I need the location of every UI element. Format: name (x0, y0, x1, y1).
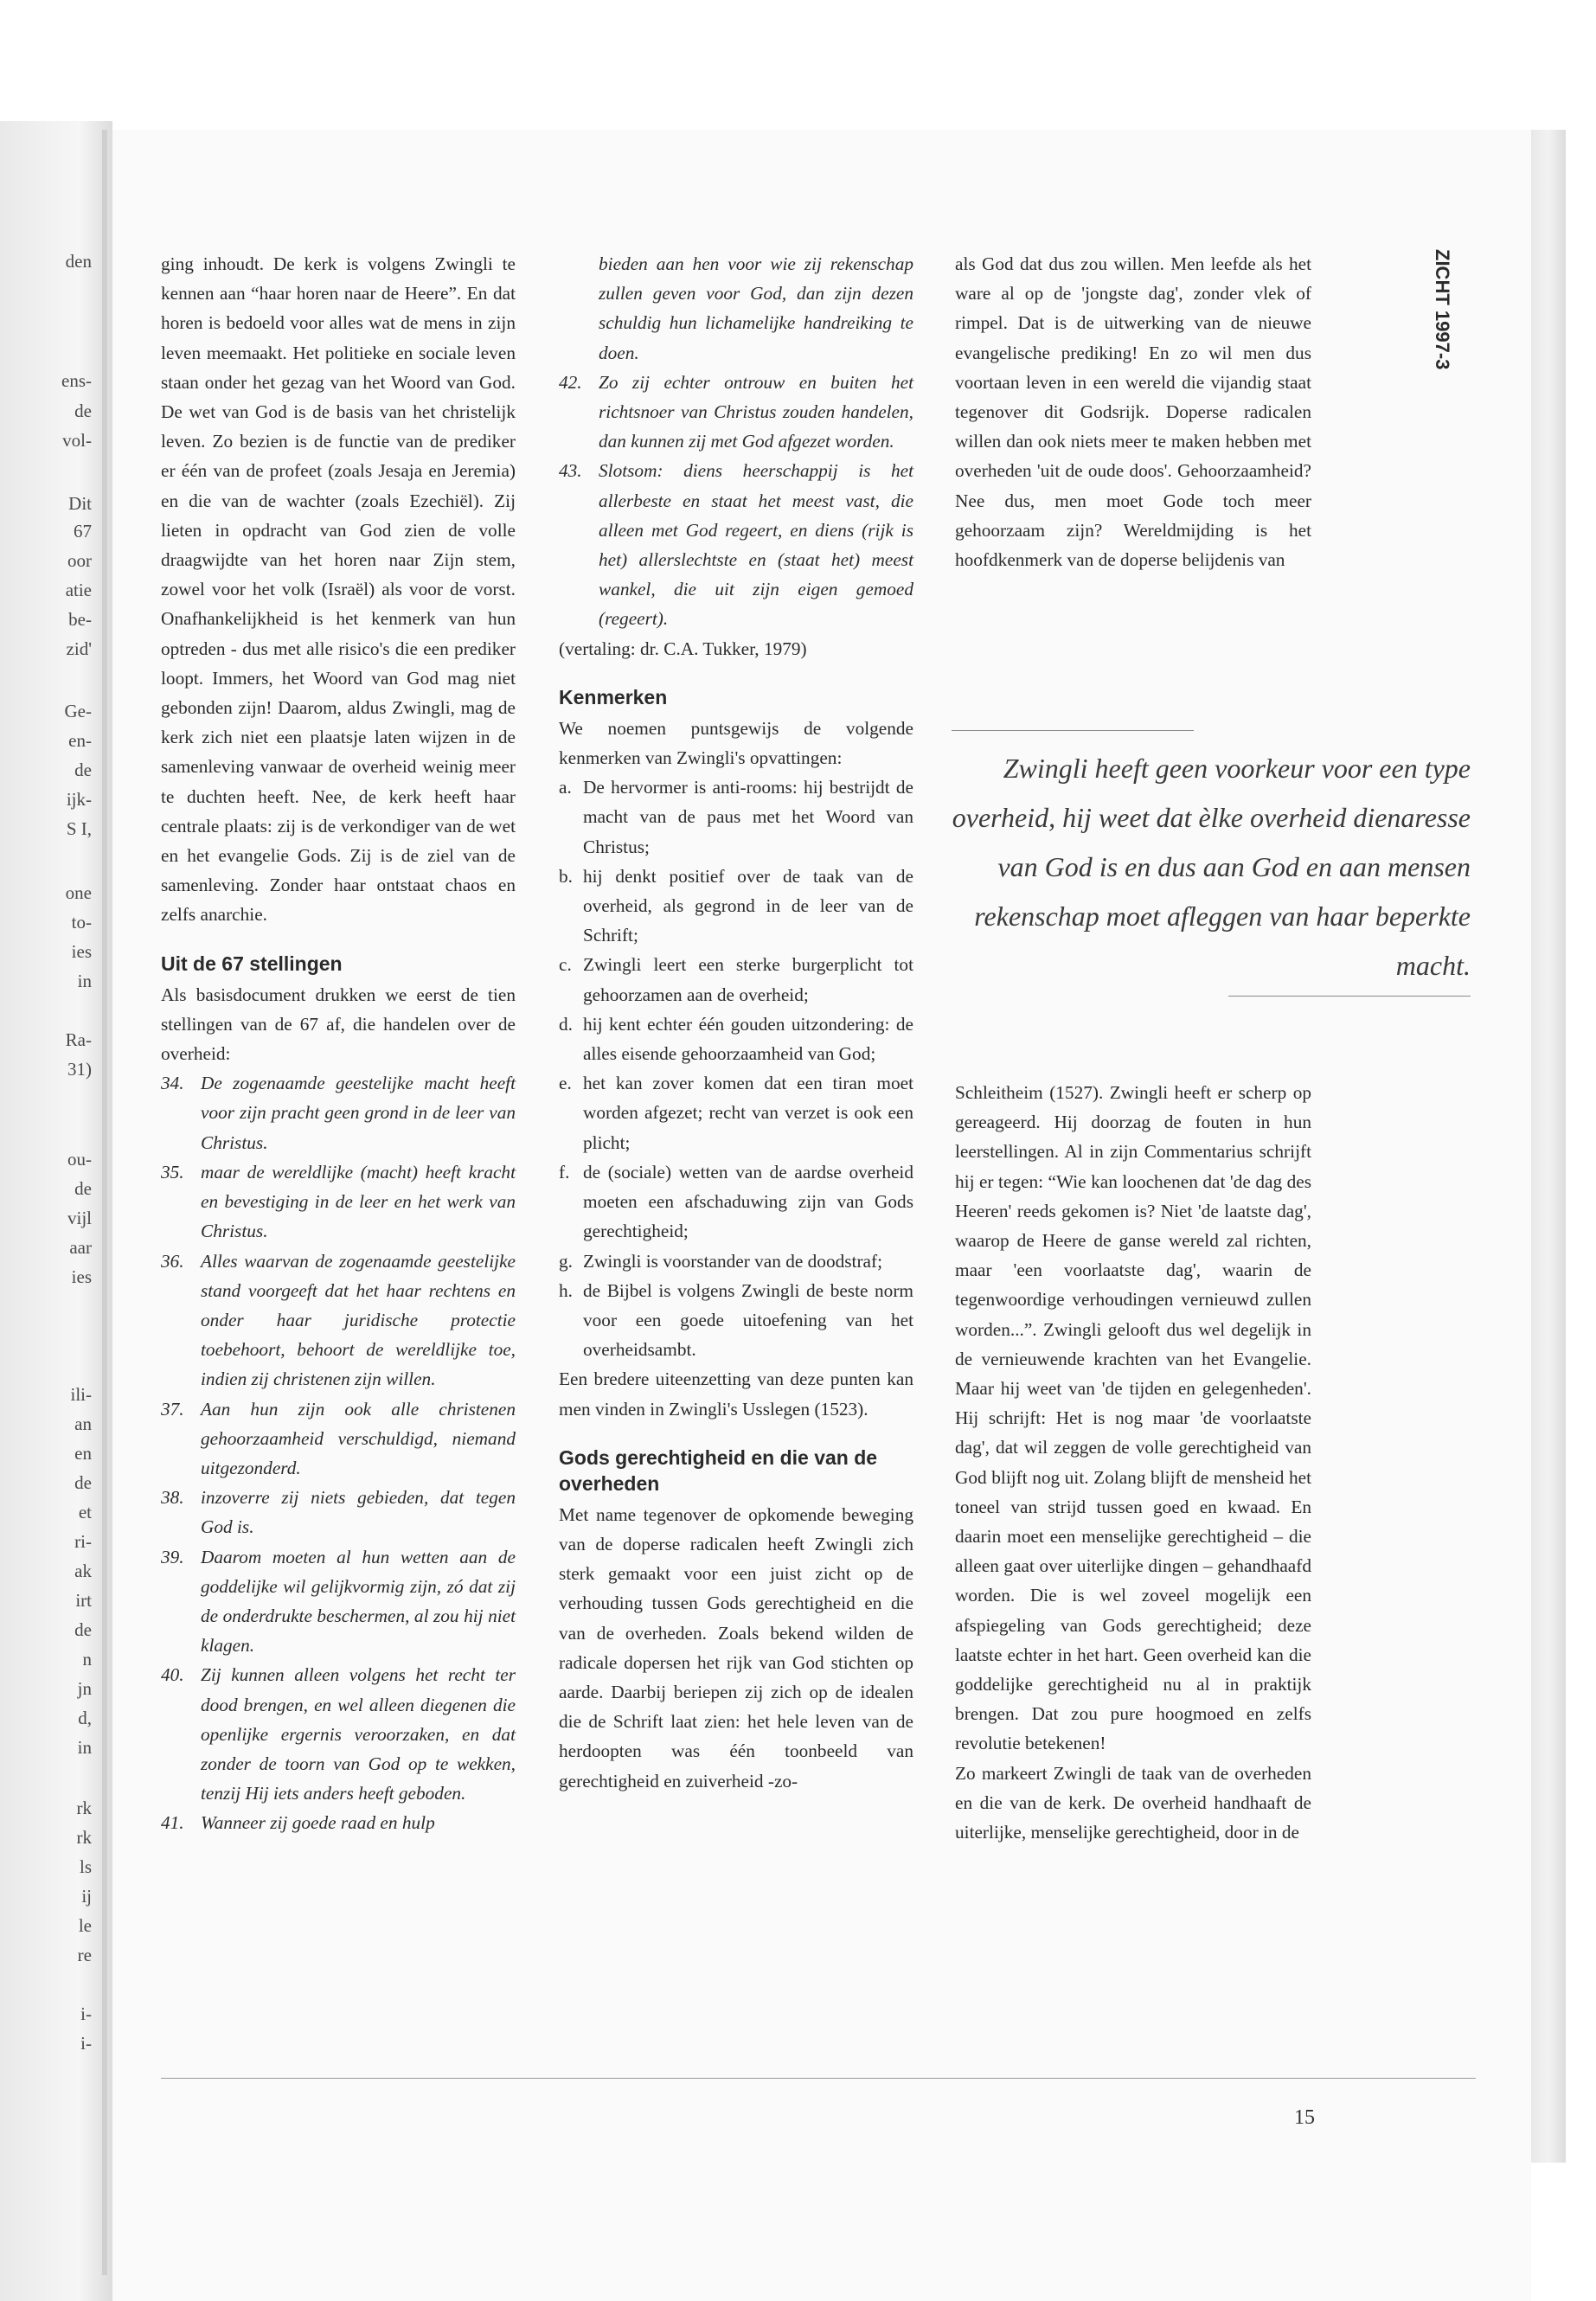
column3-bottom-paragraph: Schleitheim (1527). Zwingli heeft er scherp op gereageerd. Hij doorzag de fouten in hun leerstellingen. Al in zijn Commentarius schrijft hij er tegen: “Wie kan loochenen dat 'de dag des Heeren' reeds gekomen is? Niet 'de laatste dag', waarop de Heere de ganse wereld zal richten, maar 'een voorlaatste dag', waarin de tegenwoordige verhoudingen vernieuwd zullen worden...”. Zwingli gelooft dus wel degelijk in de vernieuwende krachten van het Evangelie. Maar hij weet van 'de tijden en gelegenheden'. Hij schrijft: Het is nog maar 'de voorlaatste dag', dat wil zeggen de volle gerechtigheid van God blijft nog uit. Zolang blijft de mensheid het toneel van strijd tussen goed en kwaad. En daarin moet een menselijke gerechtigheid – die alleen gaat over uiterlijke dingen – gehandhaafd worden. Die is wel zoveel mogelijk een afspiegeling van Gods gerechtigheid; deze laatste echter in het hart. Geen overheid kan die goddelijke gerechtigheid nu al in praktijk brengen. Dat zou pure hoogmoed en zelfs revolutie betekenen! (955, 1082, 1311, 1754)
journal-label: ZICHT 1997-3 (1432, 249, 1453, 370)
kenmerk-item (559, 1276, 913, 1365)
after-list-paragraph: Een bredere uiteenzetting van deze punten kan men vinden in Zwingli's Usslegen (1523). (559, 1368, 913, 1420)
kenmerk-text: hij kent echter één gouden uitzondering: de alles eisende gehoorzaamheid van God; (583, 1013, 913, 1065)
pullquote-rule-bottom (1228, 996, 1471, 997)
intro-paragraph: ging inhoudt. De kerk is volgens Zwingli te kennen aan “haar horen naar de Heere”. En dat horen is bedoeld voor alles wat de mens in zijn leven meemaakt. Het politieke en sociale leven staan onder het gezag van het Woord van God. De wet van God is de basis van het christelijk leven. Zo bezien is de functie van de prediker er één van de profeet (zoals Jesaja en Jeremia) en die van de wachter (zoals Ezechiël). Zij lieten in opdracht van God zien de volle draagwijdte van het horen naar Zijn stem, zowel voor het volk (Israël) als voor de vorst. Onafhankelijkheid is het kenmerk van hun optreden - dus met alle risico's die een prediker loopt. Immers, het Woord van God mag niet gebonden zijn! Daarom, aldus Zwingli, mag de kerk zich niet een plaatsje laten wijzen in de samenleving vanwaar de overheid weinig meer te duchten heeft. Nee, de kerk heeft haar centrale plaats: zij is de verkondiger van de wet en het evangelie Gods. Zij is de ziel van de samenleving. Zonder haar ontstaat chaos en zelfs anarchie. (161, 253, 516, 926)
spine-fragment: zid' (66, 638, 92, 659)
stelling-text: maar de wereldlijke (macht) heeft kracht en bevestiging in de leer en het werk van Christus. (201, 1161, 516, 1242)
stelling-text: Slotsom: diens heerschappij is het allerbeste en staat het meest vast, die alleen met God regeert, en diens (rijk is het) allerslechtste en (staat het) meest wankel, die uit zijn eigen gemoed (regeert). (599, 460, 913, 630)
spine-fragment: d, (78, 1708, 92, 1728)
spine-fragment: ens- (61, 370, 92, 391)
stelling-number: 43. (559, 460, 582, 482)
spine-fragment: ou- (67, 1149, 92, 1170)
stelling-item (161, 1808, 516, 1837)
kenmerk-text: Zwingli leert een sterke burgerplicht tot gehoorzamen aan de overheid; (583, 954, 913, 1005)
spine-fragment: Ra- (65, 1029, 92, 1050)
spine-fragment: in (77, 1737, 92, 1758)
spine-fragment: ls (79, 1856, 92, 1877)
section-heading-gerechtigheid: Gods gerechtigheid en die van de overheden (559, 1445, 878, 1495)
spine-fragment: atie (65, 580, 92, 600)
spine-fragment: den (65, 251, 92, 272)
kenmerk-item (559, 1157, 913, 1247)
spine-fragment: ri- (74, 1531, 92, 1552)
spine-fragment: de (74, 1472, 92, 1493)
stelling-number: 40. (161, 1664, 184, 1686)
kenmerk-marker: e. (559, 1073, 572, 1094)
gerechtigheid-paragraph: Met name tegenover de opkomende beweging van de doperse radicalen heeft Zwingli zich sterk gemaakt voor een juist zicht op de verhouding tussen Gods gerechtigheid en die van de overheden. Zoals bekend wilden de radicale dopersen het rijk van God stichten op aarde. Daarbij beriepen zij zich op de idealen die de Schrift laat zien: het hele leven van de herdoopten was één toonbeeld van gerechtigheid en zuiverheid -zo- (559, 1503, 913, 1791)
stelling-number: 36. (161, 1250, 184, 1272)
kenmerk-marker: g. (559, 1250, 573, 1272)
kenmerk-text: de Bijbel is volgens Zwingli de beste norm voor een goede uitoefening van het overheidsambt. (583, 1279, 913, 1361)
pull-quote: Zwingli heeft geen voorkeur voor een type overheid, hij weet dat èlke overheid dienaresse van God is en dus aan God en aan mensen rekenschap moet afleggen van haar beperkte macht. (952, 753, 1471, 981)
spine-fragment: en (74, 1443, 92, 1464)
spine-fragment: ili- (70, 1384, 92, 1405)
spine-fragment: an (74, 1413, 92, 1434)
spine-fragment: i- (80, 2003, 92, 2024)
stellingen-list-continued (559, 368, 913, 634)
spine-fragment: de (74, 1619, 92, 1640)
kenmerken-list (559, 772, 913, 1364)
stelling-number: 34. (161, 1073, 184, 1094)
translation-credit: (vertaling: dr. C.A. Tukker, 1979) (559, 638, 807, 659)
column3-final-paragraph: Zo markeert Zwingli de taak van de overheden en die van de kerk. De overheid handhaaft de uiterlijke, menselijke gerechtigheid, door in de (955, 1762, 1311, 1843)
stelling-item (161, 1247, 516, 1394)
section-heading-kenmerken: Kenmerken (559, 685, 668, 708)
kenmerk-marker: b. (559, 865, 573, 887)
kenmerken-lead: We noemen puntsgewijs de volgende kenmerken van Zwingli's opvattingen: (559, 717, 913, 769)
spine-fragment: re (77, 1945, 92, 1965)
spine-fragment: en- (68, 730, 92, 751)
stelling-item (559, 456, 913, 633)
stelling-text: Zij kunnen alleen volgens het recht ter dood brengen, en wel alleen diegenen die openlijke ergernis veroorzaken, en dat zonder de toorn van God op te wekken, tenzij Hij iets anders heeft geboden. (201, 1664, 516, 1804)
spine-fragment: jn (77, 1678, 92, 1699)
stellingen-list (161, 1068, 516, 1837)
spine-fragment: ij (81, 1886, 92, 1907)
kenmerk-text: Zwingli is voorstander van de doodstraf; (583, 1250, 883, 1272)
spine-fragment: ies (71, 941, 92, 962)
spine-fragment: one (65, 882, 92, 903)
column-3-lower (955, 1078, 1311, 1847)
stelling-item (161, 1483, 516, 1541)
page-stack-edge (1531, 130, 1566, 2163)
kenmerk-item (559, 772, 913, 862)
kenmerk-text: het kan zover komen dat een tiran moet worden afgezet; recht van verzet is ook een plicht; (583, 1073, 913, 1153)
stelling-item (559, 368, 913, 457)
spine-fragment: S I, (66, 818, 92, 839)
stelling-number: 35. (161, 1161, 184, 1183)
kenmerk-marker: h. (559, 1279, 573, 1301)
spine-fragment: le (78, 1915, 92, 1936)
binding-fold (102, 130, 107, 2275)
section-heading-stellingen: Uit de 67 stellingen (161, 952, 343, 975)
kenmerk-item (559, 1247, 913, 1276)
spine-fragment: rk (76, 1798, 92, 1818)
spine-fragment: ak (74, 1561, 92, 1581)
spine-fragment: be- (68, 609, 92, 630)
spine-fragment: i- (80, 2033, 92, 2054)
spine-fragment: irt (75, 1590, 92, 1611)
spine-fragment: ies (71, 1266, 92, 1287)
stelling-text: Wanneer zij goede raad en hulp (201, 1812, 435, 1834)
spine-fragment: oor (67, 550, 92, 571)
pullquote-rule-top (952, 730, 1194, 731)
bleedthrough-ad (1375, 1315, 1392, 1384)
stelling-continuation: bieden aan hen voor wie zij rekenschap zullen geven voor God, dan zijn dezen schuldig hun lichamelijke handreiking te doen. (599, 253, 913, 363)
spine-fragment: de (74, 401, 92, 421)
stelling-item (161, 1542, 516, 1661)
spine-fragment: aar (69, 1237, 92, 1258)
column-1 (161, 249, 516, 1838)
stelling-number: 39. (161, 1546, 184, 1567)
stelling-number: 38. (161, 1487, 184, 1509)
kenmerk-marker: d. (559, 1013, 573, 1035)
stelling-text: De zogenaamde geestelijke macht heeft voor zijn pracht geen grond in de leer van Christus. (201, 1073, 516, 1153)
kenmerk-marker: f. (559, 1161, 570, 1183)
column3-top-paragraph: als God dat dus zou willen. Men leefde als het ware al op de 'jongste dag', zonder vlek of rimpel. Dat is de uitwerking van de nieuwe evangelische prediking! En zo wil men dus voortaan leven in een wereld die vijandig staat tegenover dit Godsrijk. Doperse radicalen willen dan ook niets meer te maken hebben met overheden 'uit de oude doos'. Gehoorzaamheid? Nee dus, men moet Gode toch meer gehoorzaam zijn? Wereldmijding is het hoofdkenmerk van de doperse belijdenis van (955, 253, 1311, 571)
kenmerk-text: De hervormer is anti-rooms: hij bestrijdt de macht van de paus met het Woord van Christus; (583, 777, 913, 857)
kenmerk-marker: c. (559, 954, 572, 976)
spine-fragment: in (77, 971, 92, 991)
stelling-text: Daarom moeten al hun wetten aan de goddelijke wil gelijkvormig zijn, zó dat zij de onderdrukte beschermen, al zou hij niet klagen. (201, 1546, 516, 1657)
spine-fragment: et (78, 1502, 92, 1522)
stelling-item (161, 1068, 516, 1157)
spine-fragment: to- (71, 912, 92, 933)
spine-fragment: Ge- (64, 701, 92, 721)
kenmerk-marker: a. (559, 777, 572, 798)
stelling-item (161, 1157, 516, 1247)
spine-fragment: 67 (74, 521, 92, 542)
page-number: 15 (1294, 2106, 1315, 2129)
stelling-text: inzoverre zij niets gebieden, dat tegen God is. (201, 1487, 516, 1538)
column-2 (559, 249, 913, 1796)
spine-fragment: de (74, 760, 92, 780)
stelling-item (161, 1394, 516, 1484)
spine-fragment: vijl (67, 1208, 92, 1228)
stelling-item (161, 1660, 516, 1808)
stelling-text: Aan hun zijn ook alle christenen gehoorzaamheid verschuldigd, niemand uitgezonderd. (201, 1398, 516, 1478)
stellingen-lead: Als basisdocument drukken we eerst de tien stellingen van de 67 af, die handelen over de overheid: (161, 984, 516, 1065)
spine-fragment: 31) (67, 1059, 92, 1080)
kenmerk-item (559, 950, 913, 1009)
spine-fragment: n (82, 1649, 92, 1670)
spine-fragment: de (74, 1178, 92, 1199)
kenmerk-item (559, 862, 913, 951)
spine-fragment: Dit (68, 493, 92, 514)
column-3 (955, 249, 1311, 574)
spine-fragment: vol- (62, 430, 92, 451)
kenmerk-item (559, 1009, 913, 1068)
spine-fragment: ijk- (66, 789, 92, 810)
stelling-text: Alles waarvan de zogenaamde geestelijke stand voorgeeft dat het haar rechtens en onder haar juridische protectie toebehoort, behoort de wereldlijke toe, indien zij christenen zijn willen. (201, 1250, 516, 1390)
footer-rule (161, 2078, 1476, 2079)
kenmerk-item (559, 1068, 913, 1157)
stelling-number: 37. (161, 1398, 184, 1420)
stelling-text: Zo zij echter ontrouw en buiten het richtsnoer van Christus zouden handelen, dan kunnen zij met God afgezet worden. (599, 371, 913, 452)
kenmerk-text: de (sociale) wetten van de aardse overheid moeten een afschaduwing zijn van Gods gerechtigheid; (583, 1161, 913, 1242)
spine-fragment: rk (76, 1827, 92, 1848)
stelling-number: 42. (559, 371, 582, 393)
kenmerk-text: hij denkt positief over de taak van de overheid, als gegrond in de leer van de Schrift; (583, 865, 913, 946)
stelling-number: 41. (161, 1812, 184, 1834)
